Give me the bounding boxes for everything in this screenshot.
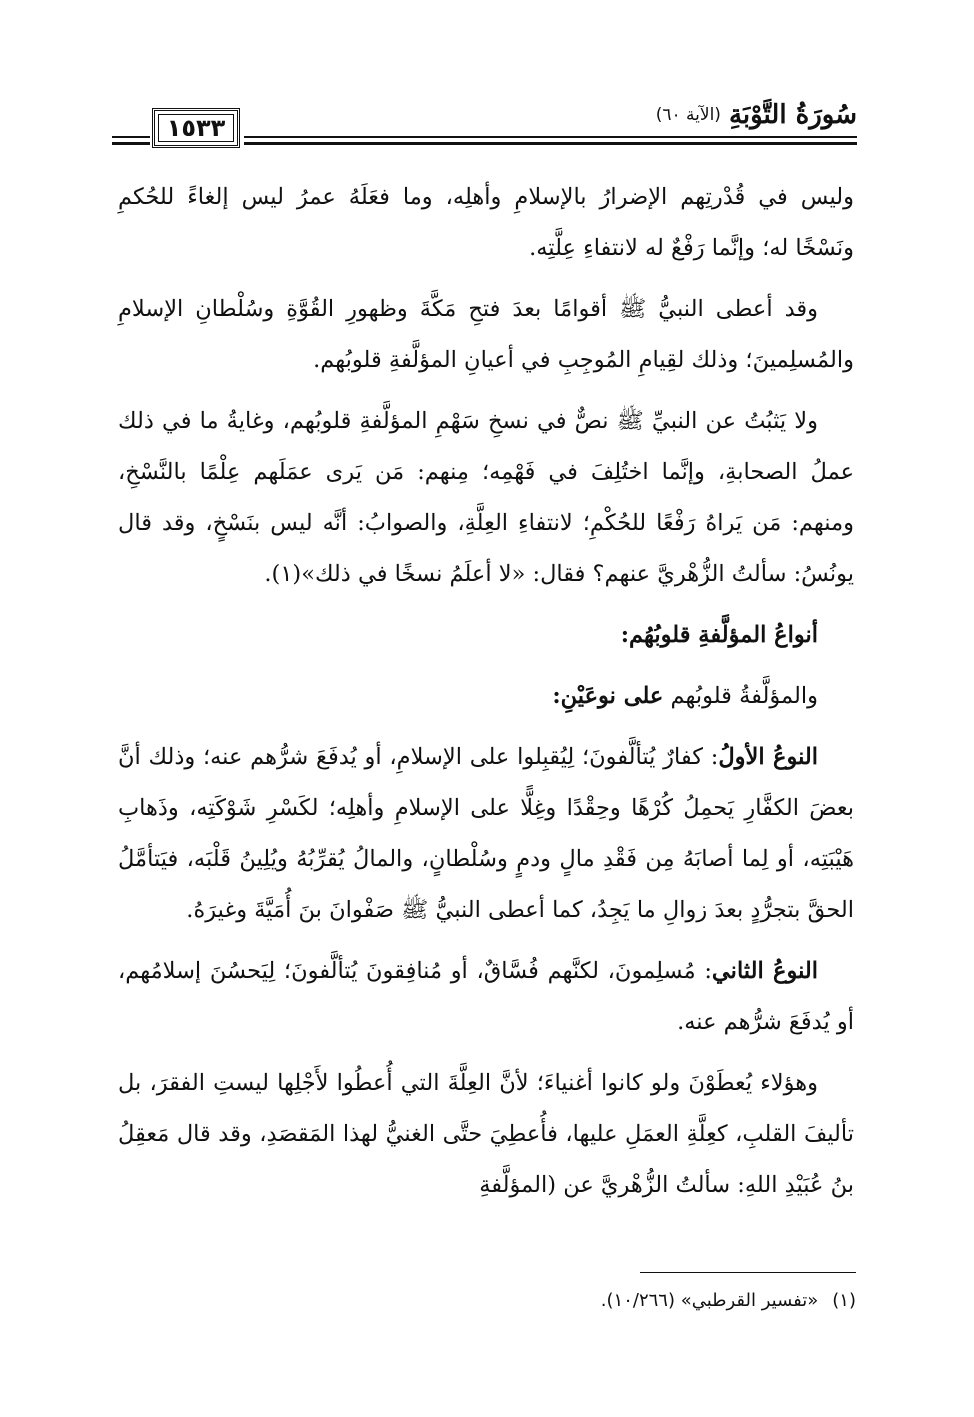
type-label: النوعُ الثاني (711, 958, 818, 984)
page-number-box (152, 108, 240, 148)
type-label: النوعُ الأولُ (718, 744, 818, 770)
footnote (120, 1290, 856, 1311)
type-text: : كفارٌ يُتألَّفونَ؛ لِيُقبِلوا على الإسلامِ، أو يُدفَعَ شرُّهم عنه؛ وذلك أنَّ بعضَ الكفَّارِ يَحمِلُ كُرْهًا وحِقْدًا وغِلًّا على الإسلامِ وأهلِه؛ لكَسْرِ شَوْكَتِه، وذَهابِ هَيْبَتِه، أو لِما أصابَهُ مِن فَقْدِ مالٍ ودمٍ وسُلْطانٍ، والمالُ يُقرِّبُهُ ويُلِينُ قَلْبَه، فيَتأمَّلُ الحقَّ بتجرُّدٍ بعدَ زوالِ ما يَجِدُ، كما أعطى النبيُّ ﷺ صَفْوانَ بنَ أُمَيَّةَ وغيرَهُ. (118, 744, 854, 923)
intro-bold: على نوعَيْنِ: (552, 683, 664, 709)
type-paragraph (118, 732, 854, 936)
type-text: : مُسلِمونَ، لكنَّهم فُسَّاقٌ، أو مُنافِقونَ يُتألَّفونَ؛ لِيَحسُنَ إسلامُهم، أو يُدفَعَ شرُّهم عنه. (118, 958, 854, 1035)
intro-text: والمؤلَّفةُ قلوبُهم (663, 683, 818, 709)
header-rule (244, 136, 857, 138)
page-number: ١٥٣٣ (166, 114, 226, 142)
footnote-number: (١) (832, 1290, 856, 1311)
paragraph: وليس في قُدْرتِهم الإضرارُ بالإسلامِ وأهلِه، وما فعَلَهُ عمرُ ليس إلغاءً للحُكمِ ونَسْخًا له؛ وإنَّما رَفْعٌ له لانتفاءِ عِلَّتِه. (118, 184, 854, 261)
type-paragraph (118, 946, 854, 1048)
surah-name: سُورَةُ التَّوْبَةِ (728, 100, 857, 130)
header-rule-thick (244, 142, 857, 145)
header-rule-left (112, 136, 150, 138)
footnote-rule (640, 1272, 856, 1273)
paragraph: وقد أعطى النبيُّ ﷺ أقوامًا بعدَ فتحِ مَكَّةَ وظهورِ القُوَّةِ وسُلْطانِ الإسلامِ والمُسلِمينَ؛ وذلك لقِيامِ المُوجِبِ في أعيانِ المؤلَّفةِ قلوبُهم. (118, 296, 854, 373)
main-text (118, 172, 854, 1221)
section-heading: أنواعُ المؤلَّفةِ قلوبُهُم: (620, 622, 818, 648)
page-header (112, 96, 857, 154)
header-rule-left-thick (112, 142, 150, 145)
ayah-reference: (الآية ٦٠) (655, 105, 721, 125)
intro-paragraph (118, 671, 854, 722)
page-number-frame (158, 114, 234, 142)
footnote-text: «تفسير القرطبي» (١٠/٢٦٦). (600, 1290, 819, 1311)
paragraph: وهؤلاء يُعطَوْنَ ولو كانوا أغنياءَ؛ لأنَّ العِلَّةَ التي أُعطُوا لأَجْلِها ليستِ الفقرَ، بل تأليفَ القلبِ، كعِلَّةِ العمَلِ عليها، فأُعطِيَ حتَّى الغنيُّ لهذا المَقصَدِ، وقد قال مَعقِلُ بنُ عُبَيْدِ اللهِ: سألتُ الزُّهْريَّ عن (المؤلَّفةِ (118, 1070, 854, 1198)
paragraph: ولا يَثبُتُ عن النبيِّ ﷺ نصٌّ في نسخِ سَهْمِ المؤلَّفةِ قلوبُهم، وغايةُ ما في ذلك عملُ الصحابةِ، وإنَّما اختُلِفَ في فَهْمِه؛ مِنهم: مَن يَرى عمَلَهم عِلْمًا بالنَّسْخِ، ومنهم: مَن يَراهُ رَفْعًا للحُكْمِ؛ لانتفاءِ العِلَّةِ، والصوابُ: أنَّه ليس بنَسْخٍ، وقد قال يونُسُ: سألتُ الزُّهْريَّ عنهم؟ فقال: «لا أعلَمُ نسخًا في ذلك»(١). (118, 408, 854, 587)
running-title (650, 96, 857, 134)
